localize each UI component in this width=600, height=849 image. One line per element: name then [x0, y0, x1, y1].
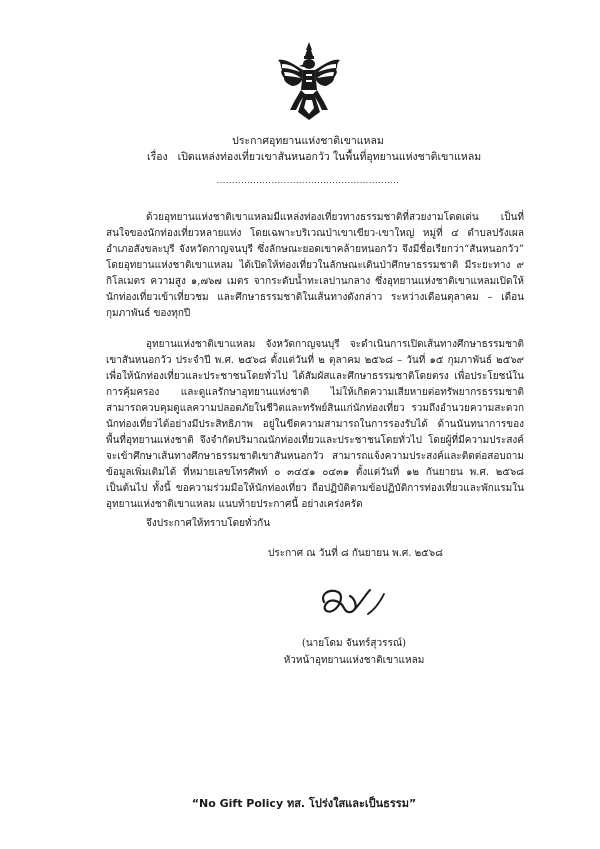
body-paragraph-1: ด้วยอุทยานแห่งชาติเขาแหลมมีแหล่งท่องเที่ยวทางธรรมชาติที่สวยงามโดดเด่น เป็นที่สนใจของนักท่องเที่ยวหลายแห่ง โดยเฉพาะบริเวณป่าเขาเขียว-เขาใหญ่ หมู่ที่ ๔ ตำบลปรังเผล อำเภอสังขละบุรี จังหวัดกาญจนบุรี ซึ่งลักษณะยอดเขาคล้ายหนอกวัว จึงมีชื่อเรียกว่า“สันหนอกวัว” โดยอุทยานแห่งชาติเขาแหลม ได้เปิดให้ท่องเที่ยวในลักษณะเดินป่าศึกษาธรรมชาติ มีระยะทาง ๙ กิโลเมตร ความสูง ๑,๗๖๗ เมตร จากระดับน้ำทะเลปานกลาง ซึ่งอุทยานแห่งชาติเขาแหลมเปิดให้นักท่องเที่ยวเข้าเที่ยวชม และศึกษาธรรมชาติในเส้นทางดังกล่าว ระหว่างเดือนตุลาคม – เดือนกุมภาพันธ์ ของทุกปี — [106, 212, 524, 319]
body-paragraph-2: อุทยานแห่งชาติเขาแหลม จังหวัดกาญจนบุรี จะดำเนินการเปิดเส้นทางศึกษาธรรมชาติเขาสันหนอกวัว ประจำปี พ.ศ. ๒๕๖๘ ตั้งแต่วันที่ ๒ ตุลาคม ๒๕๖๘ – วันที่ ๑๕ กุมภาพันธ์ ๒๕๖๙ เพื่อให้นักท่องเที่ยวและประชาชนโดยทั่วไป ได้สัมผัสและศึกษาธรรมชาติโดยตรง เพื่อประโยชน์ในการคุ้มครอง และดูแลรักษาอุทยานแห่งชาติ ไม่ให้เกิดความเสียหายต่อทรัพยากรธรรมชาติ สามารถควบคุมดูแลความปลอดภัยในชีวิตและทรัพย์สินแก่นักท่องเที่ยว รวมถึงอำนวยความสะดวกนักท่องเที่ยวได้อย่างมีประสิทธิภาพ อยู่ในขีดความสามารถในการรองรับได้ ด้านนันทนาการของพื้นที่อุทยานแห่งชาติ จึงจำกัดปริมาณนักท่องเที่ยวและประชาชนโดยทั่วไป โดยผู้ที่มีความประสงค์จะเข้าศึกษาเส้นทางศึกษาธรรมชาติเขาสันหนอกวัว สามารถแจ้งความประสงค์และติดต่อสอบถามข้อมูลเพิ่มเติมได้ ที่หมายเลขโทรศัพท์ ๐ ๓๔๕๑ ๐๔๓๑ ตั้งแต่วันที่ ๑๒ กันยายน พ.ศ. ๒๕๖๘ เป็นต้นไป ทั้งนี้ ขอความร่วมมือให้นักท่องเที่ยว ถือปฏิบัติตามข้อปฏิบัติการท่องเที่ยวและพักแรมในอุทยานแห่งชาติเขาแหลม แนบท้ายประกาศนี้ อย่างเคร่งครัด — [106, 339, 524, 510]
subject-label: เรื่อง — [147, 151, 168, 163]
garuda-emblem-icon — [276, 40, 342, 122]
signer-position: หัวหน้าอุทยานแห่งชาติเขาแหลม — [283, 655, 425, 666]
announcement-date: ประกาศ ณ วันที่ ๘ กันยายน พ.ศ. ๒๕๖๘ — [268, 548, 443, 559]
announcement-title: ประกาศอุทยานแห่งชาติเขาแหลม — [232, 135, 384, 147]
signer-name: (นายโดม จันทร์สุวรรณ์) — [301, 638, 407, 649]
announcement-subject-line — [147, 150, 481, 165]
subject-text: เปิดแหล่งท่องเที่ยวเขาสันหนอกวัว ในพื้นที่อุทยานแห่งชาติเขาแหลม — [177, 151, 482, 163]
footer-slogan: “No Gift Policy ทส. โปร่งใสและเป็นธรรม” — [191, 797, 417, 810]
closing-statement: จึงประกาศให้ทราบโดยทั่วกัน — [146, 518, 271, 529]
handwritten-signature-icon — [310, 580, 390, 620]
heading-divider: ............................................................ — [216, 176, 400, 185]
